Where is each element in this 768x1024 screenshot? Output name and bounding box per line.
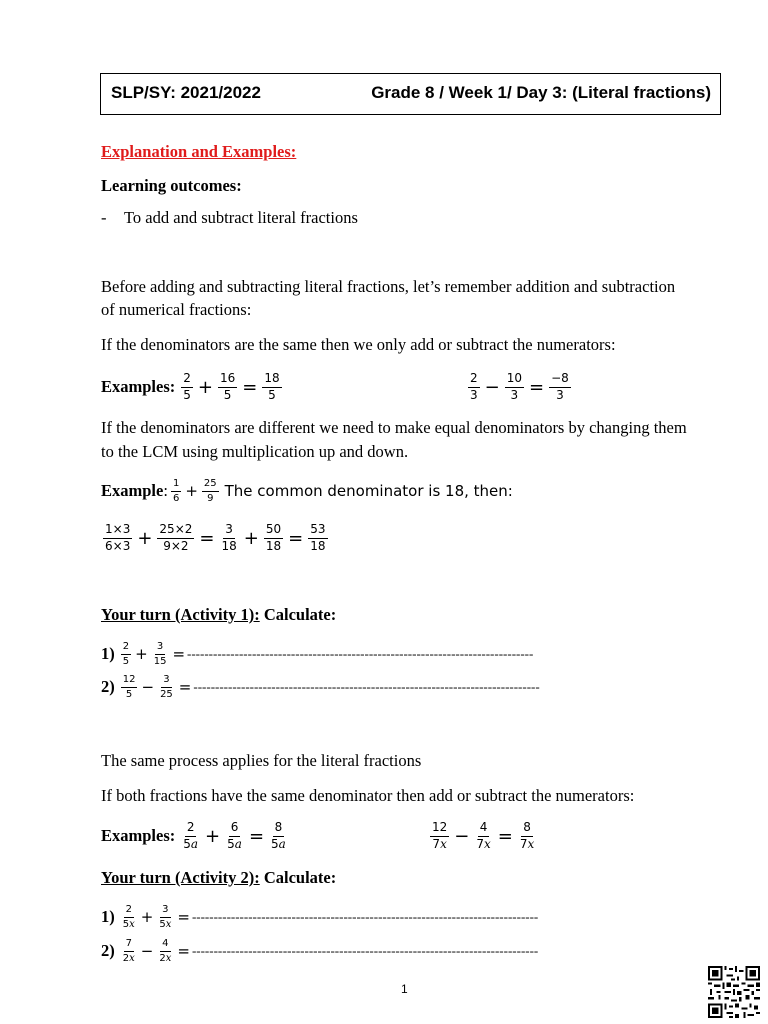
fraction: $\frac{8}{7x}$ [519, 819, 535, 851]
activity-1-item-1: 1) $\frac{2}{5}$ + $\frac{3}{15}$ = -------------------------------------------------------------------------------- [101, 641, 534, 667]
school-year: SLP/SY: 2021/2022 [111, 83, 261, 102]
intro-line-1: Before adding and subtracting literal fractions, let’s remember addition and subtraction [101, 277, 676, 296]
fraction: $\frac{1\times 3}{6\times 3}$ [105, 521, 131, 553]
page-number: 1 [401, 982, 408, 996]
fraction: $\frac{12}{7x}$ [432, 819, 448, 851]
outcome-bullet: - [101, 208, 107, 227]
intro-line-2: of numerical fractions: [101, 300, 252, 319]
literal-same-text: If both fractions have the same denominator then add or subtract the numerators: [101, 786, 635, 805]
qr-code-icon [708, 966, 760, 1018]
answer-line[interactable]: -------------------------------------------------------------------------------- [187, 646, 534, 661]
fraction: $\frac{4}{7x}$ [476, 819, 491, 851]
example-row-lcm: Example : $\frac{1}{6}$ + $\frac{25}{9}$ The common denominator is 18, then: [101, 478, 513, 504]
fraction: $\frac{16}{5}$ [219, 370, 236, 402]
fraction: $\frac{2}{3}$ [470, 370, 478, 402]
fraction: $\frac{3}{5x}$ [159, 904, 172, 930]
fraction: $\frac{12}{5}$ [122, 674, 136, 700]
learning-outcomes-label: Learning outcomes: [101, 176, 242, 195]
fraction: $\frac{2}{5x}$ [122, 904, 135, 930]
fraction: $\frac{18}{5}$ [264, 370, 280, 402]
fraction: $\frac{3}{15}$ [153, 641, 167, 667]
examples-label: Examples: [101, 826, 176, 845]
fraction: $\frac{2}{5a}$ [183, 819, 199, 851]
different-denominators-line-2: to the LCM using multiplication up and down. [101, 442, 409, 461]
example-subtraction-numeric: $\frac{2}{3}$ − $\frac{10}{3}$ = $\frac{-8}{3}$ [470, 370, 569, 402]
header-box [100, 73, 721, 115]
fraction: $\frac{25\times 2}{9\times 2}$ [159, 521, 193, 553]
fraction: $\frac{2}{5}$ [122, 641, 130, 667]
examples-row-numeric: Examples: $\frac{2}{5}$ + $\frac{16}{5}$ = $\frac{18}{5}$ [101, 370, 280, 402]
answer-line[interactable]: -------------------------------------------------------------------------------- [191, 909, 539, 924]
fraction: $\frac{7}{2x}$ [122, 938, 135, 964]
fraction: $\frac{-8}{3}$ [551, 370, 569, 402]
same-denominators-text: If the denominators are the same then we only add or subtract the numerators: [101, 335, 616, 354]
fraction: $\frac{3}{25}$ [160, 674, 173, 700]
fraction: $\frac{10}{3}$ [506, 370, 523, 402]
activity-2-title: Your turn (Activity 2): Calculate: [101, 868, 337, 887]
fraction: $\frac{3}{18}$ [221, 521, 237, 553]
example-subtraction-literal: $\frac{12}{7x}$ − $\frac{4}{7x}$ = $\frac{8}{7x}$ [432, 819, 535, 851]
fraction: $\frac{6}{5a}$ [227, 819, 242, 851]
fraction: $\frac{25}{9}$ [203, 478, 217, 504]
fraction: $\frac{50}{18}$ [265, 521, 282, 553]
activity-2-item-2: 2) $\frac{7}{2x}$ − $\frac{4}{2x}$ = -------------------------------------------------------------------------------- [101, 938, 539, 964]
answer-line[interactable]: -------------------------------------------------------------------------------- [193, 679, 540, 694]
different-denominators-line-1: If the denominators are different we need to make equal denominators by changing them [101, 418, 687, 437]
fraction: $\frac{8}{5a}$ [271, 819, 286, 851]
examples-row-literal: Examples: $\frac{2}{5a}$ + $\frac{6}{5a}$ = $\frac{8}{5a}$ [101, 819, 286, 851]
example-row-lcm-work: $\frac{1\times 3}{6\times 3}$ + $\frac{25\times 2}{9\times 2}$ = $\frac{3}{18}$ + $\frac{50}{18}$ = $\frac{53}{18}$ [105, 521, 326, 553]
fraction: $\frac{53}{18}$ [310, 521, 326, 553]
lesson-title: Grade 8 / Week 1/ Day 3: (Literal fractions) [371, 83, 711, 102]
answer-line[interactable]: -------------------------------------------------------------------------------- [191, 943, 539, 958]
literal-process-text: The same process applies for the literal fractions [101, 751, 422, 770]
lcm-note: The common denominator is 18, then: [224, 482, 513, 500]
fraction: $\frac{1}{6}$ [172, 478, 180, 504]
activity-1-item-2: 2) $\frac{12}{5}$ − $\frac{3}{25}$ = -------------------------------------------------------------------------------- [101, 674, 540, 700]
fraction: $\frac{4}{2x}$ [159, 938, 172, 964]
example-label: Example [101, 481, 164, 500]
outcome-text: To add and subtract literal fractions [124, 208, 358, 227]
activity-2-item-1: 1) $\frac{2}{5x}$ + $\frac{3}{5x}$ = -------------------------------------------------------------------------------- [101, 904, 539, 930]
fraction: $\frac{2}{5}$ [183, 370, 191, 402]
section-title: Explanation and Examples: [101, 142, 297, 161]
activity-1-title: Your turn (Activity 1): Calculate: [101, 605, 337, 624]
examples-label: Examples: [101, 377, 176, 396]
